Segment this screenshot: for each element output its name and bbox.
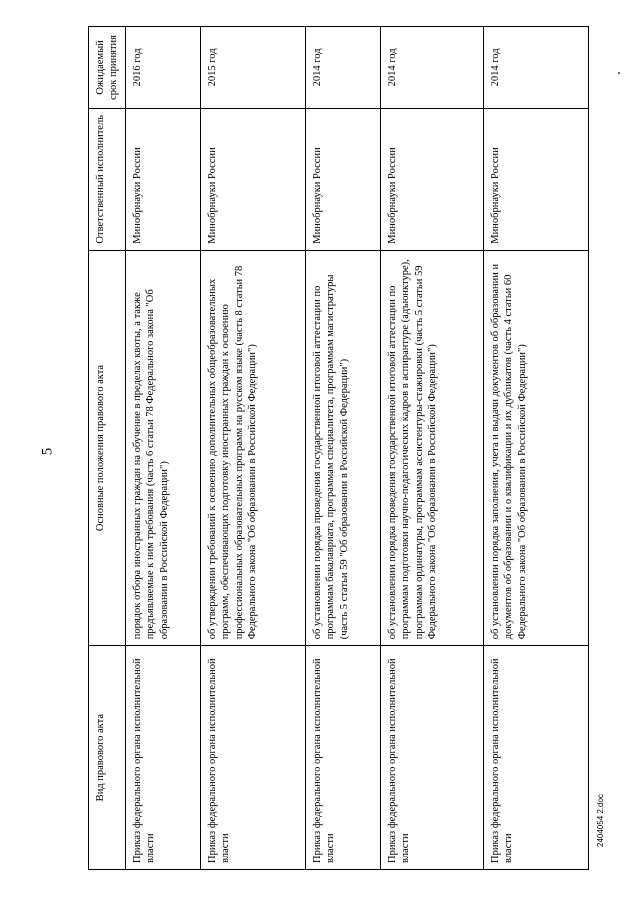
cell-provisions: об установлении порядка проведения государственной итоговой аттестации по программам подготовки научно-педагогических кадров в аспирантуре (адъюнктуре), программам ординатуры, программам ассистентуры-стажировки (часть 5 статьи 59 Федерального закона "Об образовании в Российской Федерации") <box>381 250 484 646</box>
cell-term: 2014 год <box>381 27 484 109</box>
cell-executor: Минобрнауки России <box>306 108 381 250</box>
header-type: Вид правового акта <box>89 646 126 870</box>
cell-provisions: порядок отбора иностранных граждан на обучение в пределах квоты, а также предъявляемые к ним требования (часть 6 статьи 78 Федерального закона "Об образовании в Российской Федерации") <box>126 250 201 646</box>
cell-executor: Минобрнауки России <box>201 108 306 250</box>
cell-provisions: об утверждении требований к освоению дополнительных общеобразовательных программ, обеспечивающих подготовку иностранных граждан к освоению профессиональных образовательных программ на русском языке (часть 8 статьи 78 Федерального закона "Об образовании в Российской Федерации") <box>201 250 306 646</box>
cell-term: 2015 год <box>201 27 306 109</box>
document-code: 2404054 2.doc <box>596 794 605 847</box>
cell-type: Приказ федерального органа исполнительной власти <box>381 646 484 870</box>
table-row <box>126 27 201 870</box>
legal-acts-table <box>88 26 589 870</box>
cell-type: Приказ федерального органа исполнительной власти <box>484 646 589 870</box>
cell-type: Приказ федерального органа исполнительной власти <box>306 646 381 870</box>
cell-term: 2014 год <box>484 27 589 109</box>
table-row <box>306 27 381 870</box>
cell-term: 2014 год <box>306 27 381 109</box>
cell-type: Приказ федерального органа исполнительной власти <box>126 646 201 870</box>
cell-type: Приказ федерального органа исполнительной власти <box>201 646 306 870</box>
page-number: 5 <box>39 447 56 456</box>
cell-provisions: об установлении порядка заполнения, учета и выдачи документов об образовании и документов об образовании и о квалификации и их дубликатов (часть 4 статьи 60 Федерального закона "Об образовании в Российской Федерации") <box>484 250 589 646</box>
cell-provisions: об установлении порядка проведения государственной итоговой аттестации по программам бакалавриата, программам специалитета, программам магистратуры (часть 5 статьи 59 "Об образовании в Российской Федерации") <box>306 250 381 646</box>
header-term: Ожидаемый срок принятия <box>89 27 126 109</box>
header-provisions: Основные положения правового акта <box>89 250 126 646</box>
cell-term: 2016 год <box>126 27 201 109</box>
table-row <box>381 27 484 870</box>
cell-executor: Минобрнауки России <box>484 108 589 250</box>
table-header-row <box>89 27 126 870</box>
cell-executor: Минобрнауки России <box>126 108 201 250</box>
scan-dot <box>618 72 620 74</box>
header-executor: Ответственный исполнитель <box>89 108 126 250</box>
table-row <box>201 27 306 870</box>
rotated-table-sheet <box>88 26 608 870</box>
table-row <box>484 27 589 870</box>
cell-executor: Минобрнауки России <box>381 108 484 250</box>
